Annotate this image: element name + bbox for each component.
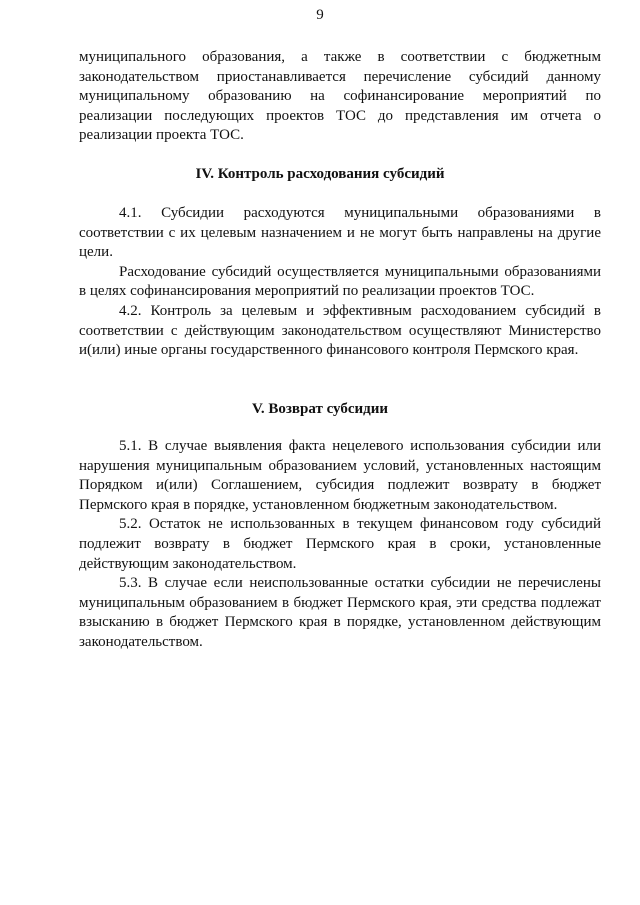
paragraph-5-2: 5.2. Остаток не использованных в текущем финансовом году субсидий подлежит возврату в бюджет Пермского края в сроки, установленные действующим законодательством. bbox=[79, 516, 601, 572]
section-iv-body bbox=[79, 204, 601, 361]
page-number: 9 bbox=[316, 7, 324, 23]
section-v-heading: V. Возврат субсидии bbox=[251, 401, 389, 417]
section-iv-heading: IV. Контроль расходования субсидий bbox=[195, 166, 445, 182]
intro-paragraph: муниципального образования, а также в соответствии с бюджетным законодательством приостанавливается перечисление субсидий данному муниципальному образованию на софинансирование мероприятий по реализации последующих проектов ТОС до представления им отчета о реализации проекта ТОС. bbox=[79, 49, 601, 144]
intro-paragraph-block bbox=[79, 48, 601, 146]
paragraph-4-1-continued: Расходование субсидий осуществляется муниципальными образованиями в целях софинансирования мероприятий по реализации проектов ТОС. bbox=[79, 263, 601, 300]
paragraph-5-3: 5.3. В случае если неиспользованные остатки субсидии не перечислены муниципальным образованием в бюджет Пермского края, эти средства подлежат взысканию в бюджет Пермского края в порядке, установленном действующим законодательством. bbox=[79, 575, 601, 650]
paragraph-4-2: 4.2. Контроль за целевым и эффективным расходованием субсидий в соответствии с действующим законодательством осуществляют Министерство и(или) иные органы государственного финансового контроля Пермского края. bbox=[79, 302, 601, 359]
section-v-body bbox=[79, 437, 601, 653]
paragraph-4-1: 4.1. Субсидии расходуются муниципальными образованиями в соответствии с их целевым назначением и не могут быть направлены на другие цели. bbox=[79, 205, 601, 261]
paragraph-5-1: 5.1. В случае выявления факта нецелевого использования субсидии или нарушения муниципальным образованием условий, установленных настоящим Порядком и(или) Соглашением, субсидия подлежит возврату в бюджет Пермского края в порядке, установленном бюджетным законодательством. bbox=[79, 438, 601, 513]
